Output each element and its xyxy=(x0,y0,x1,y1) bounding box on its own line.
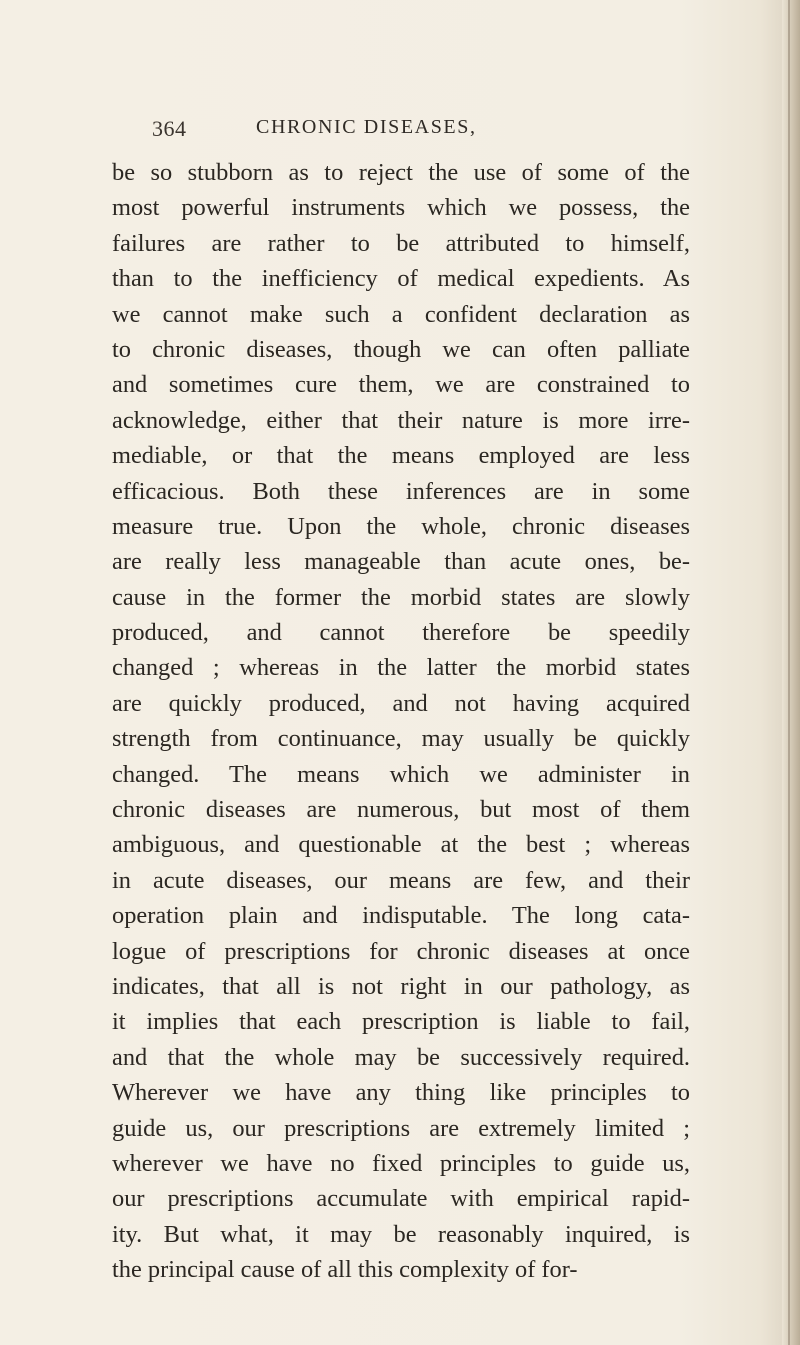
text-line: measure true. Upon the whole, chronic diseases xyxy=(112,512,690,540)
text-line: it implies that each prescription is liable to fail, xyxy=(112,1008,690,1036)
text-line: chronic diseases are numerous, but most of them xyxy=(112,796,690,824)
text-line: mediable, or that the means employed are less xyxy=(112,442,690,470)
text-line: the principal cause of all this complexity of for- xyxy=(112,1256,578,1284)
body-paragraph xyxy=(112,155,690,1288)
text-line: changed ; whereas in the latter the morbid states xyxy=(112,654,690,682)
text-line: most powerful instruments which we possess, the xyxy=(112,194,690,222)
page-binding-edge xyxy=(782,0,800,1345)
running-head: CHRONIC DISEASES, xyxy=(256,116,477,138)
text-line: to chronic diseases, though we can often palliate xyxy=(112,335,690,363)
text-line: Wherever we have any thing like principles to xyxy=(112,1079,690,1107)
text-line: than to the inefficiency of medical expedients. As xyxy=(112,265,690,293)
text-line: and that the whole may be successively required. xyxy=(112,1043,690,1071)
text-line: guide us, our prescriptions are extremely limited ; xyxy=(112,1114,690,1142)
text-line: produced, and cannot therefore be speedily xyxy=(112,619,690,647)
text-line: strength from continuance, may usually be quickly xyxy=(112,725,690,753)
text-line: and sometimes cure them, we are constrained to xyxy=(112,371,690,399)
text-line: be so stubborn as to reject the use of some of the xyxy=(112,159,690,186)
text-line: changed. The means which we administer in xyxy=(112,760,690,788)
page-header xyxy=(152,116,672,148)
text-line: indicates, that all is not right in our pathology, as xyxy=(112,972,690,1000)
text-line: failures are rather to be attributed to himself, xyxy=(112,229,690,257)
text-line: our prescriptions accumulate with empirical rapid- xyxy=(112,1185,690,1213)
text-line: logue of prescriptions for chronic diseases at once xyxy=(112,937,690,965)
text-line: ity. But what, it may be reasonably inquired, is xyxy=(112,1220,690,1248)
text-line: wherever we have no fixed principles to guide us, xyxy=(112,1149,690,1177)
gutter-shadow-line xyxy=(788,0,790,1345)
text-line: ambiguous, and questionable at the best ; whereas xyxy=(112,831,690,859)
text-line: are really less manageable than acute ones, be- xyxy=(112,548,690,576)
text-line: are quickly produced, and not having acquired xyxy=(112,689,690,717)
text-line: operation plain and indisputable. The long cata- xyxy=(112,902,690,930)
text-line: cause in the former the morbid states are slowly xyxy=(112,583,690,611)
page-number: 364 xyxy=(152,116,187,141)
text-line: efficacious. Both these inferences are in some xyxy=(112,477,690,505)
text-line: acknowledge, either that their nature is more irre- xyxy=(112,406,690,434)
text-line: in acute diseases, our means are few, and their xyxy=(112,866,690,894)
text-line: we cannot make such a confident declaration as xyxy=(112,300,690,328)
